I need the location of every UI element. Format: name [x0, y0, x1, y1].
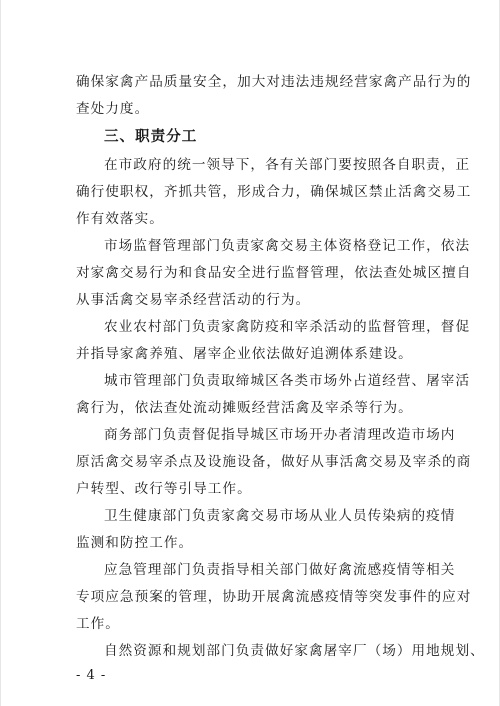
body-text-line: 在市政府的统一领导下，各有关部门要按照各自职责，正	[104, 157, 471, 173]
body-text-line: 并指导家禽养殖、屠宰企业依法做好追溯体系建设。	[76, 346, 413, 362]
body-text-line: 确行使职权，齐抓共管，形成合力，确保城区禁止活禽交易工	[76, 184, 472, 200]
section-heading: 三、职责分工	[104, 129, 198, 145]
body-text-line: 农业农村部门负责家禽防疫和宰杀活动的监督管理，督促	[104, 319, 471, 335]
body-text-line: 原活禽交易宰杀点及设施设备，做好从事活禽交易及宰杀的商	[76, 454, 472, 470]
body-text-line: 禽行为，依法查处流动摊贩经营活禽及宰杀等行为。	[76, 400, 413, 416]
body-text-line: 对家禽交易行为和食品安全进行监督管理，依法查处城区擅自	[76, 265, 472, 281]
body-text-line: 户转型、改行等引导工作。	[76, 481, 252, 497]
body-text-line: 应急管理部门负责指导相关部门做好禽流感疫情等相关	[104, 562, 456, 578]
body-text-line: 工作。	[76, 616, 120, 632]
body-text-line: 从事活禽交易宰杀经营活动的行为。	[76, 292, 311, 308]
body-text-line: 查处力度。	[76, 101, 150, 117]
body-text-line: 市场监督管理部门负责家禽交易主体资格登记工作，依法	[104, 238, 471, 254]
body-text-line: 城市管理部门负责取缔城区各类市场外占道经营、屠宰活	[104, 373, 471, 389]
body-text-line: 确保家禽产品质量安全，加大对违法违规经营家禽产品行为的	[76, 74, 472, 90]
body-text-line: 作有效落实。	[76, 211, 164, 227]
body-text-line: 监测和防控工作。	[76, 535, 194, 551]
body-text-line: 卫生健康部门负责家禽交易市场从业人员传染病的疫情	[104, 508, 456, 524]
page-number: - 4 -	[76, 668, 107, 683]
body-text-line: 商务部门负责督促指导城区市场开办者清理改造市场内	[104, 427, 456, 443]
body-text-line: 自然资源和规划部门负责做好家禽屠宰厂（场）用地规划、	[104, 643, 485, 659]
body-text-line: 专项应急预案的管理，协助开展禽流感疫情等突发事件的应对	[76, 589, 472, 605]
